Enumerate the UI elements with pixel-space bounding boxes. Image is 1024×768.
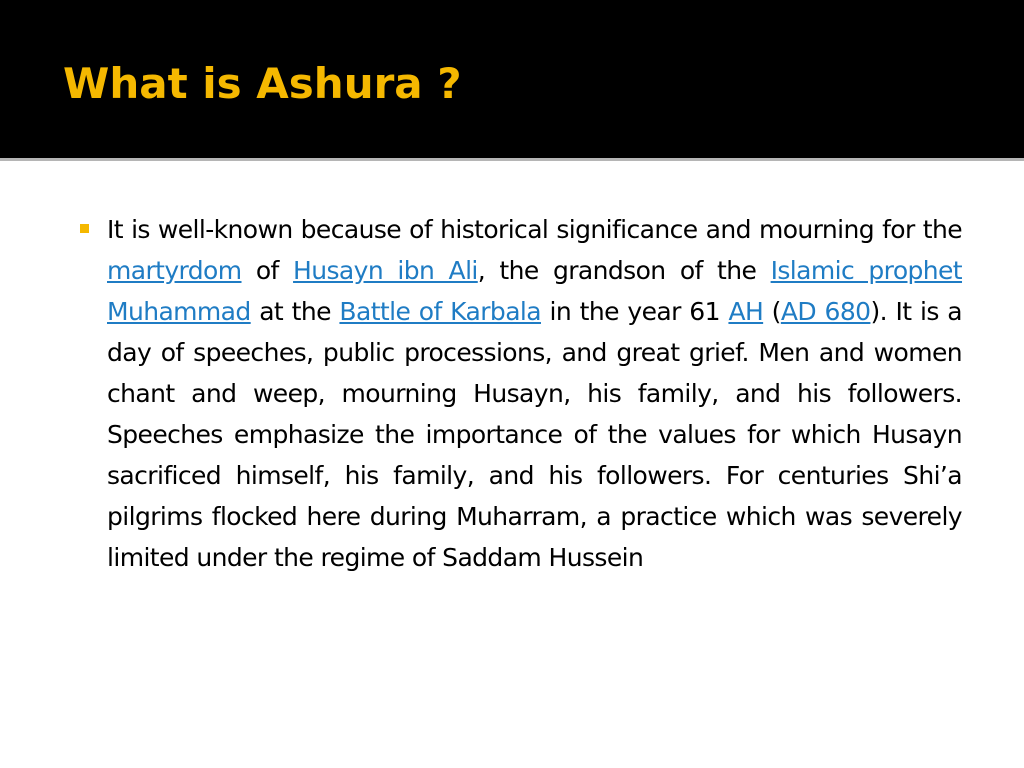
content-area: [0, 168, 1024, 768]
link-muhammad[interactable]: Muhammad: [107, 297, 251, 326]
bullet-marker-icon: [80, 224, 89, 233]
link-ad-680[interactable]: AD 680: [780, 297, 871, 326]
title-divider: [0, 158, 1024, 168]
text-segment: , the grandson of the: [477, 256, 771, 285]
bullet-text: [107, 209, 962, 578]
text-segment: of: [241, 256, 294, 285]
link-husayn-ibn-ali[interactable]: Husayn ibn Ali: [293, 256, 478, 285]
text-segment: ). It is a day of speeches, public processions, and great grief. Men and women chant and weep, mourning Husayn, his family, and his followers. Speeches emphasize the importance of the values for which Husayn sacrificed himself, his family, and his followers. For centuries Shi’a pilgrims flocked here during Muharram, a practice which was severely limited under the regime of Saddam Hussein: [107, 297, 962, 572]
text-segment: in the year 61: [540, 297, 729, 326]
text-segment: (: [763, 297, 781, 326]
link-ah[interactable]: AH: [728, 297, 764, 326]
text-segment: It is well-known because of historical significance and mourning for the: [107, 215, 962, 244]
link-martyrdom[interactable]: martyrdom: [107, 256, 242, 285]
link-islamic-prophet[interactable]: Islamic prophet: [770, 256, 963, 285]
slide-title: What is Ashura ?: [63, 59, 462, 108]
link-battle-of-karbala[interactable]: Battle of Karbala: [339, 297, 541, 326]
text-segment: at the: [250, 297, 340, 326]
title-bar: [0, 0, 1024, 158]
